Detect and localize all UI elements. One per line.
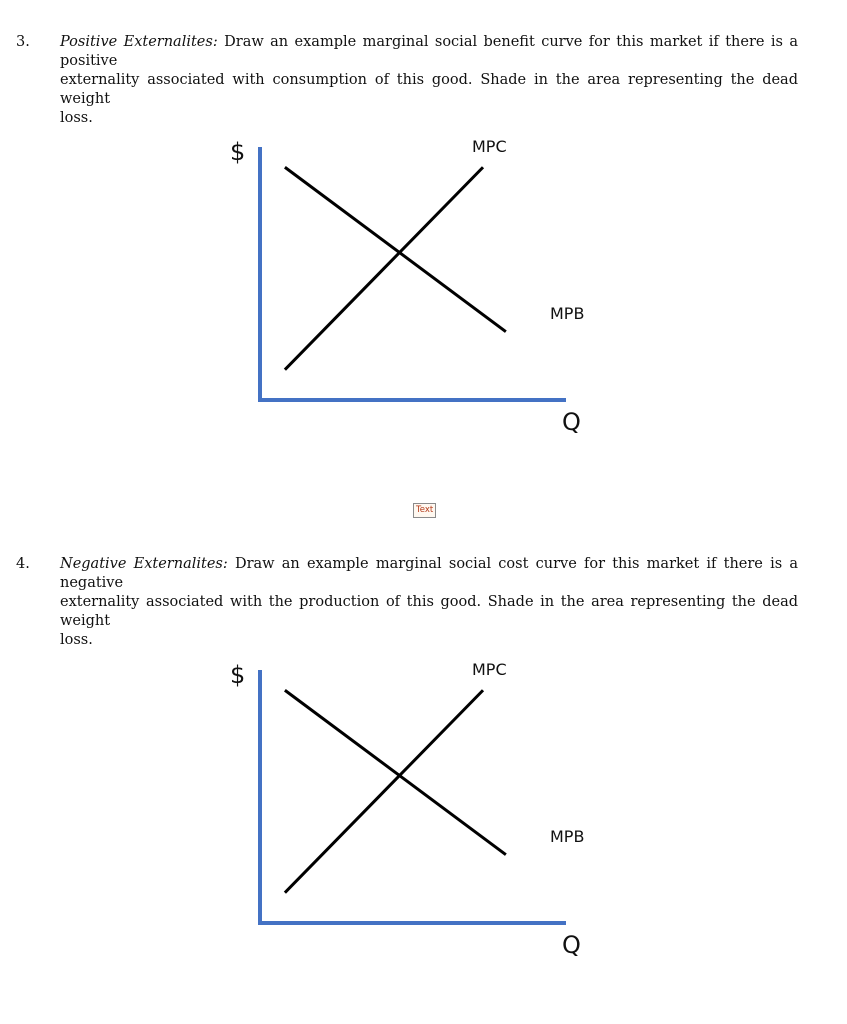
graph-positive-externality[interactable]	[210, 132, 630, 452]
mpc-label: MPC	[472, 660, 507, 679]
question-4-line-2: externality associated with the production of this good. Shade in the area representing the dead weight	[60, 594, 798, 629]
question-text: Draw an example marginal social cost curve for this market if there is a negative	[60, 556, 799, 591]
x-axis-label: Q	[562, 931, 581, 959]
mpb-line	[285, 690, 506, 854]
mpc-line	[285, 690, 483, 892]
mpb-line	[285, 167, 506, 331]
graph-negative-externality[interactable]	[210, 655, 630, 975]
question-text: Draw an example marginal social benefit curve for this market if there is a positive	[60, 34, 798, 69]
question-title: Negative Externalites:	[60, 556, 228, 572]
question-3-line-1	[16, 33, 798, 71]
question-4-line-3: loss.	[60, 632, 93, 648]
mpb-label: MPB	[550, 304, 585, 323]
y-axis-label: $	[230, 661, 246, 689]
question-number: 4.	[16, 556, 30, 572]
question-3-line-2: externality associated with consumption of this good. Shade in the area representing the dead weight	[60, 72, 798, 107]
text-box-annotation[interactable]: Text	[413, 503, 436, 518]
question-title: Positive Externalites:	[60, 34, 218, 50]
question-3-line-3: loss.	[60, 110, 93, 126]
mpc-label: MPC	[472, 137, 507, 156]
graph-canvas[interactable]	[210, 132, 630, 452]
question-number: 3.	[16, 34, 30, 50]
question-3	[16, 33, 798, 128]
question-4-line-1	[16, 555, 799, 593]
question-4	[16, 555, 799, 650]
graph-canvas[interactable]	[210, 655, 630, 975]
y-axis-label: $	[230, 138, 246, 166]
x-axis-label: Q	[562, 408, 581, 436]
mpc-line	[285, 167, 483, 369]
mpb-label: MPB	[550, 827, 585, 846]
